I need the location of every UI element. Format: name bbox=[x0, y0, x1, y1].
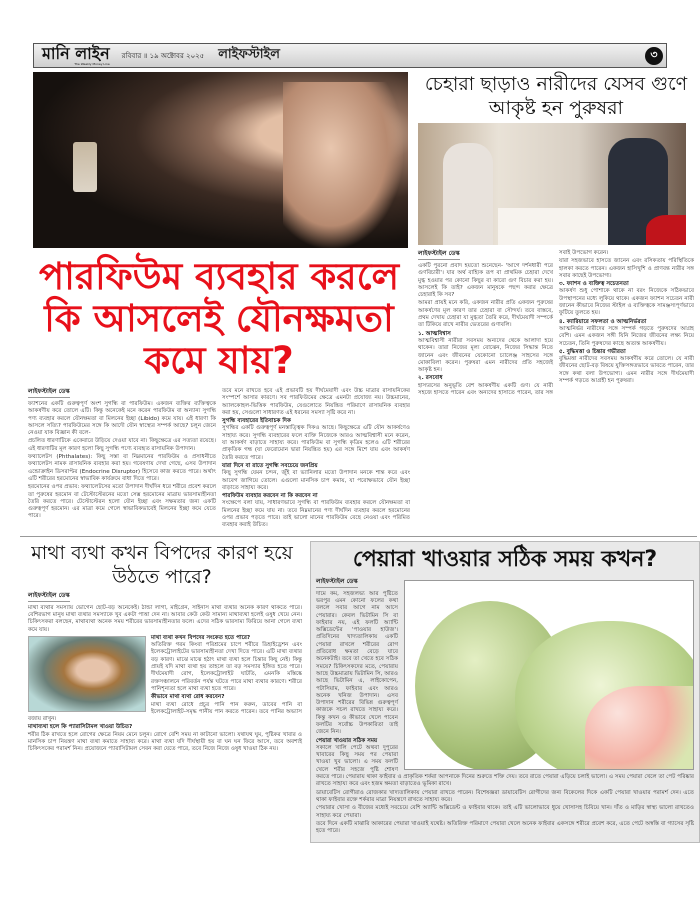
paragraph: দামে কম, সহজলভ্য আর পুষ্টিতে ভরপুর এমন কোনো ফলের কথা বললে সবার আগে নাম আসে পেয়ারার। কেবল ভিটামিন সি বা ফাইবার নয়, এই ফলটি অ্যান্টি অক্সিডেন্টের 'পাওয়ার হাউজ'। প্রতিদিনের খাদ্যতালিকায় একটি পেয়ারা রাখলে শরীরের রোগ প্রতিরোধ ক্ষমতা বেড়ে যাবে অনেকটাই। তবে তা খেতে হবে সঠিক সময়ে? চিকিৎসকদের মতে, পেয়ারায় আছে উচ্চমাত্রায় ভিটামিন সি, আরও আছে ভিটামিন এ, লাইকোপেন, পটাসিয়াম, ফাইবার এবং আরও অনেক খনিজ উপাদান। এসব উপাদান শরীরের বিভিন্ন গুরুত্বপূর্ণ কাজকে সচল রাখতে সাহায্য করে। কিন্তু কখন ও কীভাবে খেলে পাবেন ফলটির সর্বোচ্চ উপকারিতা তাই জেনে নিন। bbox=[316, 590, 398, 736]
paragraph: তবে দিনে একটি মাঝারি আকারের পেয়ারা খাওয়াই যথেষ্ট। অতিরিক্ত পরিমাণে পেয়ারা খেলে অনেক ফাইবার একসঙ্গে শরীরে প্রবেশ করে, এতে পেটে অস্বস্তি বা গ্যাসের সৃষ্টি হতে পারে। bbox=[316, 820, 694, 835]
couple-photo bbox=[418, 123, 686, 245]
perfume-article bbox=[28, 72, 410, 530]
paragraph: একটি পুরনো প্রবাদ হয়তো শুনেছেন- 'আগে দর্শনধারী পরে গুণবিচারী'। যার অর্থ বাহ্যিক রূপ বা প্রাথমিক চেহারা দেখে মুগ্ধ হওয়ার পর কোনো কিছুর বা কারো গুণ বিচার করা হয়। আসলেই কি তাই? একজন মানুষকে পছন্দ করার ক্ষেত্রে চেহারাই কি সব? bbox=[418, 263, 553, 299]
paragraph: আকর্ষণ শুধু পোশাকে থাকে না বরং নিজেকে সঠিকভাবে উপস্থাপনের মধ্যে লুকিয়ে থাকে। একজন ফ্যাশন সচেতন নারী জানেন কীভাবে নিজের স্টাইল ও ব্যক্তিত্বকে সামঞ্জস্যপূর্ণভাবে ফুটিয়ে তুলতে হয়। bbox=[559, 288, 694, 317]
attraction-body bbox=[418, 250, 694, 397]
subheading: মাথাব্যথা হলে কি প্যারাসিটামল খাওয়া উচিত? bbox=[28, 724, 133, 731]
paragraph: মাথা ব্যথার সমস্যায় ভোগেন ছোট-বড় অনেকেই। ঠান্ডা লাগা, মাইগ্রেন, সাইনাস মাথা ব্যথার অনেক কারণ থাকতে পারে। বেশিরভাগ মানুষ মাথা ব্যথার সমস্যাকে খুব একটা পাত্তা দেন না। আবার কেউ কেউ সামান্য মাথাব্যথা হলেই ওষুধ খেয়ে নেন। চিকিৎসকরা বলছেন, মাথাব্যথা অনেক সময় শরীরের ভারসাম্যহীনতার ফলে। এদের সঠিক ভারসাম্য ফিরিয়ে আনা গেলে ব্যথা কমে যায়। bbox=[28, 604, 302, 633]
paragraph: শরীর ঠিক রাখতে হলে রোগের ক্ষেত্রে নিয়ম মেনে চলুন। রোগে বেশি সময় না কাটানো ভালো। যথাযথ ঘুম, পুষ্টিকর খাবার ও মানসিক চাপ নিয়ন্ত্রণ মাথা ব্যথা কমাতে সাহায্য করে। মাথা ব্যথা যদি দীর্ঘস্থায়ী হয় বা ঘন ঘন ফিরে আসে, তবে অবশ্যই চিকিৎসকের পরামর্শ নিন। প্রয়োজনে প্যারাসিটামল সেবন করা যেতে পারে, তবে নিজে নিজে ওষুধ খাওয়া ঠিক নয়। bbox=[28, 731, 302, 753]
byline: লাইফস্টাইল ডেস্ক bbox=[28, 592, 70, 602]
section-divider bbox=[20, 536, 697, 537]
headache-article bbox=[22, 541, 302, 755]
headache-body bbox=[22, 592, 302, 754]
section-title: লাইফস্টাইল bbox=[218, 47, 280, 62]
subheading: পেয়ারা খাওয়ার সঠিক সময় bbox=[316, 737, 378, 744]
paragraph: আমরা প্রায়ই মনে করি, একজন নারীর প্রতি একজন পুরুষের আকর্ষণের মূল কারণ তার চেহারা বা সৌন্দর্য। তবে বাস্তবে, প্রথম দেখায় চেহারা যা মুগ্ধতা তৈরি করে, দীর্ঘমেয়াদী সম্পর্কে তা টিকিয়ে রাখে নারীর ভেতরের গুণাবলি। bbox=[418, 300, 553, 329]
perfume-headline: পারফিউম ব্যবহার করলে কি আসলেই যৌনক্ষমতা কমে যায়? bbox=[38, 255, 400, 382]
logo-text: মানি লাইন bbox=[42, 43, 110, 63]
subheading: ১. আত্মবিশ্বাস bbox=[418, 330, 451, 337]
subheading: মাথা ব্যথা কখন বিপদের সংকেত হতে পারে? bbox=[151, 634, 251, 641]
paragraph: তবে মনে রাখতে হবে এই প্রভাবটি হয় দীর্ঘমেয়াদী এবং উচ্চ মাত্রার রাসায়নিকের সংস্পর্শে আসার কারণে। সব পারফিউমের ক্ষেত্রে এমনটা প্রযোজ্য নয়। উচ্চমানের, অ্যালকোহল-ভিত্তিক পারফিউম, যেগুলোতে নিয়ন্ত্রিত পরিমাণে রাসায়নিক ব্যবহার করা হয়, সেগুলো সাধারণত এই ধরনের সমস্যা সৃষ্টি করে না। bbox=[222, 388, 410, 416]
paragraph: হাস্যরসের অনুভূতি বেশ আকর্ষণীয় একটি গুণ। যে নারী সহজে হাসতে পারেন এবং অন্যদের হাসাতে পারেন, তার সঙ্গ সবাই উপভোগ করেন। bbox=[418, 250, 609, 397]
attraction-headline: চেহারা ছাড়াও নারীদের যেসব গুণে আকৃষ্ট হন পুরুষরা bbox=[424, 73, 688, 119]
attraction-article bbox=[418, 72, 694, 397]
headache-headline: মাথা ব্যথা কখন বিপদের কারণ হয়ে উঠতে পারে? bbox=[31, 541, 293, 588]
paragraph: প্রচলিত ধারণাটিকে একেবারে উড়িয়ে দেওয়া যাবে না। কিছুক্ষেত্রে এর সত্যতা রয়েছে। এই ধারণাটির মূল কারণ হলো কিছু সুগন্ধি পণ্যে ব্যবহৃত রাসায়নিক উপাদান। bbox=[28, 438, 216, 452]
perfume-body bbox=[28, 388, 410, 530]
paragraph: সুগন্ধির একটি গুরুত্বপূর্ণ মনস্তাত্ত্বিক দিকও আছে। কিছুক্ষেত্রে এটি যৌন আকর্ষণেও সাহায্য করে। সুগন্ধি ব্যবহারের ফলে ব্যক্তি নিজেকে আরও আত্মবিশ্বাসী মনে করেন, যা আকর্ষণ বাড়াতে সাহায্য করে। পারফিউম বা সুগন্ধি কৃত্রিম হলেও এটি শরীরের প্রাকৃতিক গন্ধ (যা ফেরোমোন দ্বারা নিয়ন্ত্রিত হয়) এর সঙ্গে মিশে যায় এবং আকর্ষণ তৈরি করতে পারে। bbox=[222, 425, 410, 461]
paragraph: সংক্ষেপে বলা যায়, সাধারণভাবে সুগন্ধি বা পারফিউম ব্যবহার করলে যৌনক্ষমতা বা মিলনের ইচ্ছা কমে যায় না। তবে নিম্নমানের পণ্য দীর্ঘদিন ব্যবহার করলে হরমোনের ওপর প্রভাব পড়তে পারে। তাই ভালো মানের পারফিউম বেছে নেওয়া এবং পরিমিত ব্যবহার করাই উচিত। bbox=[222, 500, 410, 529]
headache-photo bbox=[28, 636, 146, 712]
subheading: কীভাবে মাথা ব্যথা রোধ করবেন? bbox=[151, 694, 225, 701]
bottom-section bbox=[22, 541, 692, 844]
paragraph: ফথ্যালেটস (Phthalates): কিছু সস্তা বা নিম্নমানের পারফিউম ও প্রসাধনীতে ফথ্যালেটস নামক রাসায়নিক ব্যবহার করা হয়। গবেষণায় দেখা গেছে, এসব উপাদান এন্ডোক্রাইন ডিসরাপ্টর (Endocrine Disruptor) হিসেবে কাজ করতে পারে। অর্থাৎ এটি শরীরের হরমোনের স্বাভাবিক কার্যক্রমে বাধা দিতে পারে। bbox=[28, 454, 216, 482]
perfume-photo bbox=[33, 72, 408, 248]
page-number: ৩ bbox=[645, 47, 663, 65]
guava-headline: পেয়ারা খাওয়ার সঠিক সময় কখন? bbox=[352, 546, 658, 572]
paragraph: কিছু সুগন্ধি যেমন চন্দন, জুঁই বা ভ্যানিলার মতো উপাদান মনকে শান্ত করে এবং আবেগ জাগিয়ে তোলে। এগুলো মানসিক চাপ কমায়, যা পরোক্ষভাবে যৌন ইচ্ছা বাড়াতে সাহায্য করে। bbox=[222, 470, 410, 491]
subheading: সুগন্ধি ব্যবহারের ইতিবাচক দিক bbox=[222, 418, 291, 425]
paragraph: সকালে খালি পেটে অথবা দুপুরের খাবারের কিছু সময় পর পেয়ারা খাওয়া খুব ভালো। এ সময় ফলটি খেলে শরীর সহজে পুষ্টি শোষণ করতে পারে। পেয়ারায় থাকা ফাইবার ও প্রাকৃতিক শর্করা আপনাকে দিনের শুরুতে শক্তি দেয়। তবে রাতে পেয়ারা এড়িয়ে চলাই ভালো। এ সময় পেয়ারা খেলে তা পেট পরিষ্কার রাখতে সাহায্য করে এবং হজম ক্ষমতা বাড়াতেও ভূমিকা রাখে। bbox=[316, 744, 694, 788]
paragraph: ডায়াবেটিস রোগীরাও রোজকার খাদ্যতালিকায় পেয়ারা রাখতে পারেন। বিশেষজ্ঞরা ডায়াবেটিস রোগীদের জন্য বিকেলের দিকে একটি পেয়ারা খাওয়ার পরামর্শ দেন। এতে থাকা ফাইবার রক্তে শর্করার মাত্রা নিয়ন্ত্রণে রাখতে সাহায্য করে। bbox=[316, 789, 694, 803]
paragraph: পেয়ারার খোসা ও বীজের মধ্যেই সবচেয়ে বেশি অ্যান্টি অক্সিডেন্ট ও ফাইবার থাকে। তাই এটি ভালোভাবে ধুয়ে খোসাসহ চিবিয়ে খান। দাঁত ও মাড়ির স্বাস্থ্য ভালো রাখতেও সাহায্য করে পেয়ারা। bbox=[316, 805, 694, 819]
subheading: ২. রসবোধ bbox=[418, 375, 443, 382]
paragraph: অতিরিক্ত গরম কিংবা পরিশ্রমের চাপে শরীরে ডিহাইড্রেশন এবং ইলেকট্রোলাইটের ভারসাম্যহীনতা দেখা দিতে পারে। এটি মাথা ব্যথার বড় কারণ। মাঝে মাঝে হঠাৎ মাথা ব্যথা হলে চিন্তার কিছু নেই। কিন্তু প্রায়ই যদি মাথা ব্যথা হয় তাহলে তা বড় সমস্যার ইঙ্গিত হতে পারে। দীর্ঘমেয়াদী রোগ, ইলেকট্রোলাইট ঘাটতি, এমনকি মস্তিষ্কে রক্তসঞ্চালনে পরিবর্তন পর্যন্ত ঘটতে পারে মাথা ব্যথার কারণে। শরীরে পানিশূন্যতা হলে মাথা ব্যথা হতে পারে। bbox=[151, 642, 302, 692]
subheading: ৩. ফ্যাশন ও ব্যক্তিত্ব সচেতনতা bbox=[559, 281, 629, 288]
paragraph: হরমোনের ওপর প্রভাব: ফথ্যালেটসের মতো উপাদান দীর্ঘদিন ধরে শরীরে প্রবেশ করলে তা পুরুষের হরমোন বা টেস্টোস্টেরনের মতো সেক্স হরমোনের মাত্রায় ভারসাম্যহীনতা তৈরি করতে পারে। টেস্টোস্টেরন হলো যৌন ইচ্ছা এবং সক্ষমতার জন্য একটি গুরুত্বপূর্ণ হরমোন। এর মাত্রা কমে গেলে স্বাভাবিকভাবেই মিলনের ইচ্ছা কমে যেতে পারে। bbox=[28, 484, 216, 520]
guava-photo bbox=[404, 580, 694, 770]
byline: লাইফস্টাইল ডেস্ক bbox=[316, 578, 358, 588]
paragraph: আত্মনির্ভর নারীদের সঙ্গে সম্পর্ক গড়তে পুরুষদের আগ্রহ বেশি। এমন একজন সঙ্গী যিনি নিজের জীবনের লক্ষ্য নিয়ে সচেতন, তিনি পুরুষদের কাছে অত্যন্ত আকর্ষণীয়। bbox=[559, 325, 694, 347]
masthead-bar bbox=[33, 43, 667, 68]
paragraph: ফ্যাশনের একটি গুরুত্বপূর্ণ অংশ সুগন্ধি বা পারফিউম। একজন ব্যক্তির ব্যক্তিত্বকে আকর্ষণীয় করে তোলে এটি। কিন্তু অনেকেই মনে করেন পারফিউম বা অন্যান্য সুগন্ধি পণ্য ব্যবহার করলে যৌনক্ষমতা বা মিলনের ইচ্ছা (Libido) কমে যায়। এই ধারণা কি আসলে সত্যি? পারফিউমের সঙ্গে কি আদৌ যৌন স্বাস্থ্যের সম্পর্ক আছে? চলুন জেনে নেওয়া যাক বিজ্ঞান কী বলে- bbox=[28, 401, 216, 437]
guava-box bbox=[310, 541, 700, 844]
subheading: ৫. বুদ্ধিমত্তা ও চিন্তার গভীরতা bbox=[559, 348, 626, 355]
paragraph: মাথা ব্যথা রোধে প্রচুর পানি পান করুন, ডাবের পানি বা ইলেকট্রোলাইট-সমৃদ্ধ পানীয় পান করতে পারেন। তবে পানির অভ্যাস বজায় রাখুন। bbox=[28, 701, 302, 723]
subheading: ৪. ক্যারিয়ারে সফলতা ও আত্মনির্ভরতা bbox=[559, 318, 647, 325]
paragraph: যারা সহজভাবে হাসতে জানেন এবং রসিকতায় পরিস্থিতিকে হালকা করতে পারেন। একজন হাসিখুশি ও প্রাণবন্ত নারীর সঙ্গ সবার কাছেই উপভোগ্য। bbox=[559, 258, 694, 279]
subheading: পারফিউম ব্যবহার করবেন না কি করবেন না bbox=[222, 493, 318, 500]
issue-date: রবিবার ॥ ১৯ অক্টোবর ২০২৫ bbox=[121, 51, 205, 60]
byline: লাইফস্টাইল ডেস্ক bbox=[28, 388, 70, 398]
logo-tagline: The Weekly Money Line bbox=[74, 61, 110, 66]
top-section bbox=[28, 72, 692, 530]
guava-body bbox=[316, 578, 694, 837]
paragraph: বুদ্ধিমত্তা নারীদের সবসময় আকর্ষণীয় করে তোলে। যে নারী জীবনের ছোট-বড় বিষয়ে যুক্তিসঙ্গতভাবে ভাবতে পারেন, তার সঙ্গে কথা বলা উপভোগ্য। এমন নারীর সঙ্গে দীর্ঘমেয়াদী সম্পর্ক গড়তে আগ্রহী হন পুরুষরা। bbox=[559, 356, 694, 385]
subheading: যারা দিনে বা রাতে সুগন্ধি সবচেয়ে জনপ্রিয় bbox=[222, 462, 318, 469]
newspaper-logo bbox=[42, 43, 110, 66]
paragraph: আত্মবিশ্বাসী নারীরা সবসময় অন্যদের থেকে আলাদা হয়ে থাকেন। তারা নিজের মূল্য বোঝেন, নিজের সিদ্ধান্ত নিতে জানেন এবং জীবনের যেকোনো চ্যালেঞ্জ সাহসের সঙ্গে মোকাবিলা করেন। পুরুষরা এমন নারীদের প্রতি সহজেই আকৃষ্ট হন। bbox=[418, 337, 553, 374]
byline: লাইফস্টাইল ডেস্ক bbox=[418, 250, 460, 260]
